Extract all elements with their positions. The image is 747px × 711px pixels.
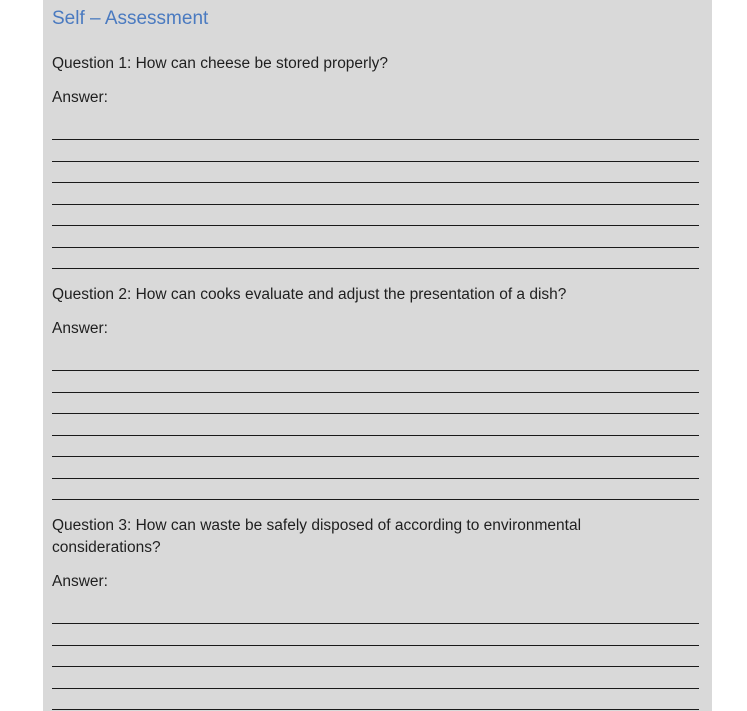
question-2-answer-label: Answer:	[52, 320, 108, 337]
answer-1-line-3	[52, 182, 699, 183]
answer-1-line-5	[52, 225, 699, 226]
question-1-answer-label: Answer:	[52, 89, 108, 106]
answer-3-line-3	[52, 666, 699, 667]
answer-1-line-4	[52, 204, 699, 205]
answer-1-line-7	[52, 268, 699, 269]
question-2-text: Question 2: How can cooks evaluate and adjust the presentation of a dish?	[52, 286, 567, 303]
answer-2-line-6	[52, 478, 699, 479]
answer-1-line-2	[52, 161, 699, 162]
answer-2-line-3	[52, 413, 699, 414]
question-3-text: Question 3: How can waste be safely disposed of according to environmental considerations?	[52, 517, 582, 556]
answer-1-line-6	[52, 247, 699, 248]
answer-1-line-1	[52, 139, 699, 140]
question-1-text: Question 1: How can cheese be stored properly?	[52, 55, 389, 72]
answer-3-line-2	[52, 645, 699, 646]
page-title: Self – Assessment	[52, 8, 209, 29]
answer-2-line-4	[52, 435, 699, 436]
answer-2-line-2	[52, 392, 699, 393]
question-3-answer-label: Answer:	[52, 573, 108, 590]
answer-2-line-1	[52, 370, 699, 371]
answer-2-line-5	[52, 456, 699, 457]
answer-2-line-7	[52, 499, 699, 500]
answer-3-line-5	[52, 709, 699, 710]
answer-3-line-1	[52, 623, 699, 624]
answer-3-line-4	[52, 688, 699, 689]
document-page	[43, 0, 712, 711]
